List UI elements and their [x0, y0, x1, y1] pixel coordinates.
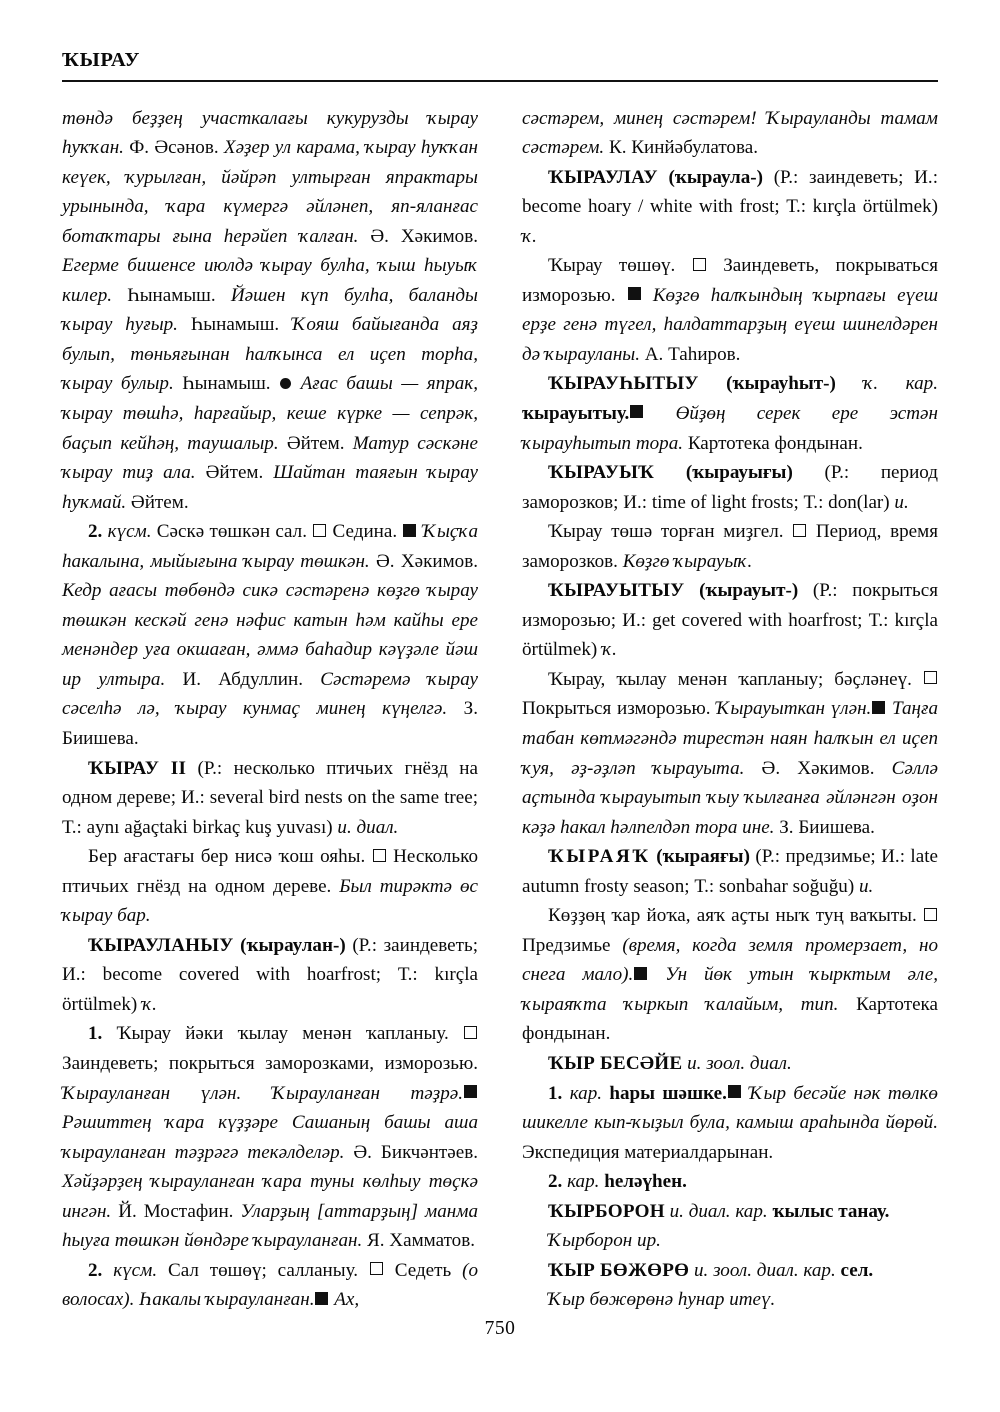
dictionary-entry	[62, 754, 478, 843]
roman-text: Несколько птичьих гнёзд на одном дереве.	[62, 846, 478, 897]
italic-text: и. зоол. диал.	[682, 1053, 792, 1074]
bold-text: ҡырауытыу.	[522, 402, 630, 424]
page-number: 750	[484, 1318, 516, 1339]
roman-text: И. Абдуллин.	[165, 668, 321, 690]
italic-text: и. диал. кар.	[664, 1200, 768, 1222]
headword: ҠЫРАЯҠ	[548, 846, 651, 868]
definition-marker-open	[793, 524, 806, 537]
example-marker-filled	[315, 1292, 328, 1305]
italic-text: (о волосах). Һакалы ҡырауланған.	[62, 1259, 478, 1311]
roman-text: Әйтем.	[278, 432, 353, 454]
entry-definition	[522, 251, 938, 369]
headword: ҠЫРАУЛАУ	[548, 166, 658, 188]
roman-text: Сал төшөү; салланыу.	[157, 1259, 369, 1281]
italic-text: Ҡырборон ир.	[548, 1230, 661, 1252]
italic-text: Ҡырауыткан үлән.	[716, 698, 872, 720]
headword: ҠЫРАУЫТЫУ	[548, 580, 685, 602]
italic-text: Көҙгө һалҡындың ҡырпағы еүеш ерҙе генә түгел, һалдаттарҙың еүеш шинелдәрен дә ҡырауланы.	[522, 284, 938, 365]
roman-text: Ә. Хәкимов.	[744, 757, 892, 779]
entry-definition	[522, 901, 938, 1049]
roman-text: Һынамыш.	[177, 314, 293, 336]
definition-marker-open	[924, 908, 937, 921]
italic-text: (время, когда земля промерзает, но снега мало).	[522, 934, 938, 986]
entry-sense	[62, 1256, 478, 1315]
italic-text: и. зоол. диал. кар.	[689, 1259, 836, 1281]
example-marker-filled	[403, 524, 416, 537]
italic-text: кар.	[562, 1171, 600, 1193]
entry-sense	[522, 1167, 938, 1197]
bold-text: 1.	[88, 1023, 103, 1045]
roman-text: К. Кинйәбулатова.	[604, 137, 758, 159]
roman-text: Седина.	[327, 521, 403, 543]
dictionary-entry	[62, 931, 478, 1020]
example-marker-filled	[634, 967, 647, 980]
entry-definition	[522, 517, 938, 576]
roman-text: Ҡырау төшә торған миҙгел.	[548, 521, 793, 543]
roman-text: Сәскә төшкән сал.	[151, 521, 313, 543]
entry-definition	[522, 665, 938, 842]
roman-text: Ф. Әсәнов.	[123, 137, 224, 159]
bold-text: (ҡырауыт-)	[684, 580, 799, 602]
italic-text: Был тирәктә өс ҡырау бар.	[62, 875, 478, 927]
bold-text: сел.	[835, 1259, 874, 1281]
left-column	[62, 104, 478, 1315]
italic-text: ҡ. кар.	[835, 373, 938, 395]
dictionary-entry	[522, 163, 938, 252]
italic-text: күсм.	[102, 1259, 158, 1281]
italic-text: Кедр ағасы төбөндә сикә сәстәренә көҙгө ҡырау төшкән кескәй генә нәфис катын һәм кайһы ере менәндер уға окшаған, әммә баһадир кәүҙәле йәш ир ултыра.	[62, 580, 478, 690]
dictionary-entry	[522, 1049, 938, 1079]
bold-text: 2.	[88, 521, 103, 543]
italic-text: и.	[894, 491, 909, 513]
italic-text: кар.	[562, 1082, 603, 1104]
roman-text: Ә. Бикчәнтәев.	[344, 1141, 479, 1163]
roman-text: Көҙҙөң ҡар йоҡа, аяҡ аҫты ныҡ туң ваҡыты.	[548, 905, 923, 927]
entry-continuation	[522, 104, 938, 163]
roman-text: Бер ағастағы бер нисә ҡош ояһы.	[88, 846, 372, 868]
entry-continuation	[62, 517, 478, 753]
italic-text: Ҡыр бесәйе нәк төлкө шикелле кып-ҡыҙыл була, камыш араһында йөрөй.	[522, 1082, 938, 1134]
roman-text: Һынамыш.	[112, 284, 231, 306]
definition-marker-open	[370, 1262, 383, 1275]
running-head: ҠЫРАУ	[62, 49, 141, 71]
roman-text: (Р.: предзимье; И.: late autumn frosty season; Т.: sonbahar soğuğu)	[522, 846, 938, 897]
italic-text: Ҡояш байығанда аяҙ булып, төньяғынан һалҡынса ел иҫеп торһа, ҡырау булыр.	[62, 314, 478, 395]
roman-text: (Р.: несколько птичьих гнёзд на одном дереве; И.: several bird nests on the same tree; Т.: aynı ağaçtaki birkaç kuş yuvası)	[62, 757, 478, 838]
roman-text: Картотека фондынан.	[683, 432, 863, 454]
roman-text: Әйтем.	[126, 491, 189, 513]
bold-text: 1.	[548, 1082, 563, 1104]
roman-text: Әйтем.	[195, 462, 274, 484]
roman-text: Ә. Хәкимов.	[369, 550, 478, 572]
italic-text: Сәллә аҫтында ҡырауытып ҡыу ҡылғанға әйләнгән оҙон кәҙә һакал һәлпелдәп тора ине.	[522, 757, 938, 838]
bold-text: ҡылыс танау.	[767, 1200, 890, 1222]
roman-text: (Р.: заиндеветь; И.: become hoary / white with frost; Т.: kırçla örtülmek)	[522, 166, 938, 218]
dictionary-entry	[522, 842, 938, 901]
dictionary-entry	[522, 1197, 938, 1227]
headword: ҠЫРАУЛАНЫУ	[88, 934, 234, 956]
roman-text: Һынамыш.	[173, 373, 280, 395]
roman-text: Ҡырау, ҡылау менән ҡапланыу; бәҫләнеү.	[548, 668, 923, 690]
bold-text: һары шәшке.	[602, 1082, 727, 1104]
definition-marker-open	[924, 671, 937, 684]
italic-text: Йәшен күп булһа, баланды ҡырау һуғыр.	[62, 284, 478, 336]
roman-text: Ҡырау төшөү.	[548, 255, 692, 277]
headword: ҠЫРАУ II	[88, 757, 187, 779]
italic-text: Ҡырауланған үлән. Ҡырауланған тәҙрә.	[62, 1082, 463, 1104]
italic-text: Сәстәремә ҡырау сәселһә лә, ҡырау кунмаҫ минең күңелгә.	[62, 668, 478, 720]
roman-text: Й. Мостафин.	[111, 1200, 241, 1222]
italic-text: Өйҙөң серек ере эстән ҡырауһытып тора.	[522, 402, 938, 454]
roman-text: З. Биишева.	[62, 698, 478, 749]
italic-text: төндә беҙҙең участкалағы кукурузды ҡырау һуҡҡан.	[62, 107, 478, 159]
definition-marker-open	[464, 1026, 477, 1039]
bold-text: (ҡыраула-)	[657, 166, 763, 188]
dictionary-entry	[522, 1256, 938, 1286]
entry-definition	[522, 1226, 938, 1256]
roman-text: Предзимье	[522, 934, 623, 956]
italic-text: ҡ.	[142, 993, 157, 1015]
italic-text: Ағас башы — япрак, ҡырау төшһә, һарғайыр, кеше күрке — сепрәк, баҫып кейһәң, таушалыр.	[62, 373, 478, 454]
italic-text: Шайтан таяғын ҡырау һуҡмай.	[62, 462, 478, 513]
italic-text: Таңға табан көтмәгәндә тирестән наян һалҡын ел иҫеп ҡуя, әҙ-әҙләп ҡырауыта.	[522, 698, 938, 779]
example-marker-filled	[872, 701, 885, 714]
headword: ҠЫР БЕСӘЙЕ	[548, 1053, 683, 1074]
right-column	[522, 104, 938, 1315]
roman-text: Ә. Хәкимов.	[358, 225, 478, 247]
italic-text: Ун йөк утын ҡырктым әле, ҡыраяҡта ҡыркып ҡалайым, тип.	[522, 964, 938, 1015]
roman-text: Картотека фондынан.	[522, 993, 938, 1045]
roman-text: Я. Хамматов.	[362, 1230, 476, 1252]
italic-text: Көҙгө ҡырауыҡ.	[622, 550, 753, 572]
italic-text: Уларҙың [аттарҙың] манма һыуға төшкән йөндәре ҡырауланған.	[62, 1200, 478, 1252]
bold-text: (ҡырауһыт-)	[698, 373, 836, 395]
italic-text: күсм.	[102, 521, 152, 543]
headword: ҠЫРАУҺЫТЫУ	[548, 373, 699, 395]
entry-continuation	[62, 104, 478, 518]
bold-text: һеләүһен.	[599, 1171, 687, 1193]
example-marker-filled	[464, 1085, 477, 1098]
entry-definition	[62, 842, 478, 931]
entry-sense	[62, 1019, 478, 1255]
italic-text: Рәшиттең ҡара күҙҙәре Сашаның башы аша ҡырауланған тәҙрәгә текәлделәр.	[62, 1112, 478, 1163]
roman-text: А. Таһиров.	[640, 343, 741, 365]
bold-text: 2.	[548, 1171, 563, 1193]
example-marker-filled	[630, 405, 643, 418]
dictionary-entry	[522, 458, 938, 517]
roman-text: Седеть	[383, 1259, 463, 1281]
italic-text: Ҡыр бөжөрөнә һунар итеү.	[548, 1289, 776, 1311]
headword: ҠЫРБОРОН	[548, 1200, 665, 1222]
dictionary-entry	[522, 369, 938, 458]
roman-text: Заиндеветь; покрыться заморозками, изморозью.	[62, 1053, 478, 1074]
definition-marker-open	[313, 524, 326, 537]
italic-text: Хәйҙәрҙең ҡырауланған ҡара туны көлһыу төҫкә ингән.	[62, 1171, 478, 1222]
bold-text: (ҡыраулан-)	[233, 934, 346, 956]
roman-text: (Р.: период заморозков; И.: time of light frosts; Т.: don(lar)	[522, 462, 938, 513]
roman-text: (Р.: заиндеветь; И.: become covered with hoarfrost; Т.: kırçla örtülmek)	[62, 934, 478, 1015]
two-column-body	[62, 104, 938, 1315]
italic-text: и. диал.	[337, 816, 399, 838]
roman-text: З. Биишева.	[774, 816, 875, 838]
italic-text: Матур сәскәне ҡырау тиҙ ала.	[62, 432, 478, 484]
entry-definition	[522, 1285, 938, 1315]
bold-text: (ҡыраяғы)	[650, 846, 750, 868]
italic-text: и.	[858, 875, 874, 897]
entry-sense	[522, 1079, 938, 1168]
definition-marker-open	[373, 849, 386, 862]
roman-text: Покрыться изморозью.	[522, 698, 717, 720]
example-marker-filled	[628, 287, 641, 300]
italic-text: Егерме бишенсе июлдә ҡырау булһа, ҡыш һыуыҡ килер.	[62, 255, 478, 306]
headword: ҠЫРАУЫҠ	[548, 462, 655, 484]
roman-text: Период, время заморозков.	[522, 521, 938, 572]
italic-text: сәстәрем, минең сәстәрем! Ҡырауланды тамам сәстәрем.	[522, 107, 938, 159]
italic-text: Ҡыҫҡа һакалына, мыйығына ҡырау төшкән.	[62, 521, 479, 572]
bold-text: (ҡырауығы)	[654, 462, 793, 484]
italic-text: Хәҙер ул карама, ҡырау һуҡҡан кеүек, ҡурылған, йәйрәп ултырған япрактары урынында, ҡара күмергә әйләнеп, яп-яланғас ботаҡтары ғына һерәйеп ҡалған.	[62, 137, 478, 247]
roman-text: (Р.: покрыться изморозью; И.: get covered with hoarfrost; Т.: kırçla örtülmek)	[522, 580, 938, 661]
example-marker-filled	[728, 1085, 741, 1098]
header-rule	[62, 80, 938, 82]
bold-text: 2.	[88, 1259, 103, 1281]
italic-text: Ах,	[329, 1289, 360, 1311]
definition-marker-open	[693, 258, 706, 271]
dictionary-entry	[522, 576, 938, 665]
roman-text: Экспедиция материалдарынан.	[522, 1141, 774, 1163]
roman-text: Ҡырау йәки ҡылау менән ҡапланыу.	[102, 1023, 463, 1045]
roman-text: Заиндеветь, покрываться изморозью.	[522, 255, 939, 306]
headword: ҠЫР БӨЖӨРӨ	[548, 1259, 690, 1281]
italic-text: ҡ.	[602, 639, 617, 661]
phrase-marker-dot	[280, 378, 291, 389]
italic-text: ҡ.	[522, 225, 537, 247]
